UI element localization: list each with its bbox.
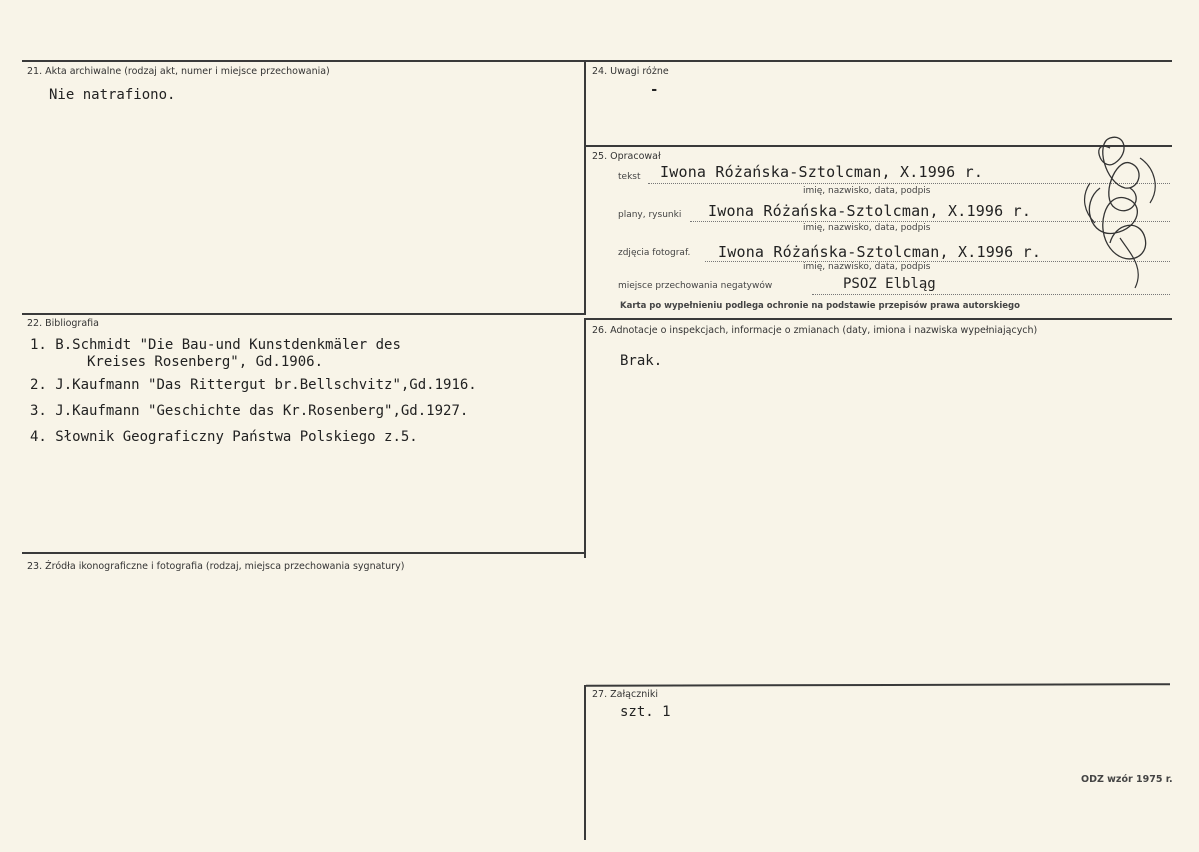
plany-value: Iwona Różańska-Sztolcman, X.1996 r. [708, 202, 1032, 220]
zdjecia-label: zdjęcia fotograf. [618, 248, 691, 258]
section-21-label: 21. Akta archiwalne (rodzaj akt, numer i miejsce przechowania) [27, 66, 330, 77]
bibliography-text: B.Schmidt "Die Bau-und Kunstdenkmäler des [55, 337, 401, 353]
top-border-left [22, 60, 584, 62]
section-21-value: Nie natrafiono. [49, 87, 176, 103]
bibliography-num: 1. [30, 337, 47, 353]
top-border-right [586, 60, 1172, 62]
bibliography-item-1-cont: Kreises Rosenberg", Gd.1906. [87, 354, 324, 370]
section-23-label: 23. Źródła ikonograficzne i fotografia (rodzaj, miejsca przechowania sygnatury) [27, 561, 405, 572]
section-24-label: 24. Uwagi różne [592, 66, 669, 77]
bibliography-item-1 [30, 337, 401, 353]
divider-22-23 [22, 552, 585, 554]
form-id: ODZ wzór 1975 r. [1081, 774, 1173, 785]
copyright-note: Karta po wypełnieniu podlega ochronie na podstawie przepisów prawa autorskiego [620, 301, 1020, 311]
zdjecia-value: Iwona Różańska-Sztolcman, X.1996 r. [718, 243, 1042, 261]
center-divider [584, 60, 586, 315]
bibliography-num: 2. [30, 377, 47, 393]
section-22-label: 22. Bibliografia [27, 318, 99, 329]
bibliography-text: Słownik Geograficzny Państwa Polskiego z.5. [55, 429, 418, 445]
bibliography-text: J.Kaufmann "Geschichte das Kr.Rosenberg",Gd.1927. [55, 403, 469, 419]
bibliography-item-4 [30, 429, 418, 445]
zdjecia-caption: imię, nazwisko, data, podpis [803, 262, 931, 272]
bibliography-item-3 [30, 403, 468, 419]
bibliography-num: 3. [30, 403, 47, 419]
plany-label: plany, rysunki [618, 210, 682, 220]
section-26-label: 26. Adnotacje o inspekcjach, informacje o zmianach (daty, imiona i nazwiska wypełniających) [592, 325, 1038, 336]
section-25-label: 25. Opracował [592, 151, 661, 162]
negatywy-value: PSOZ Elbląg [843, 276, 936, 292]
bibliography-num: 4. [30, 429, 47, 445]
divider-26-27 [586, 683, 1170, 687]
tekst-caption: imię, nazwisko, data, podpis [803, 186, 931, 196]
bibliography-item-2 [30, 377, 477, 393]
section-26-value: Brak. [620, 353, 663, 369]
negatywy-label: miejsce przechowania negatywów [618, 281, 773, 291]
section-24-value: - [650, 82, 659, 98]
plany-caption: imię, nazwisko, data, podpis [803, 223, 931, 233]
bibliography-text: J.Kaufmann "Das Rittergut br.Bellschvitz",Gd.1916. [55, 377, 477, 393]
divider-21-22 [22, 313, 585, 315]
divider-25-26 [586, 318, 1172, 320]
section-27-label: 27. Załączniki [592, 689, 658, 700]
center-divider-lower [584, 318, 586, 558]
tekst-label: tekst [618, 172, 641, 182]
section-27-value: szt. 1 [620, 704, 671, 720]
tekst-value: Iwona Różańska-Sztolcman, X.1996 r. [660, 163, 984, 181]
center-divider-bottom [584, 685, 586, 840]
signature-icon [1070, 128, 1170, 298]
